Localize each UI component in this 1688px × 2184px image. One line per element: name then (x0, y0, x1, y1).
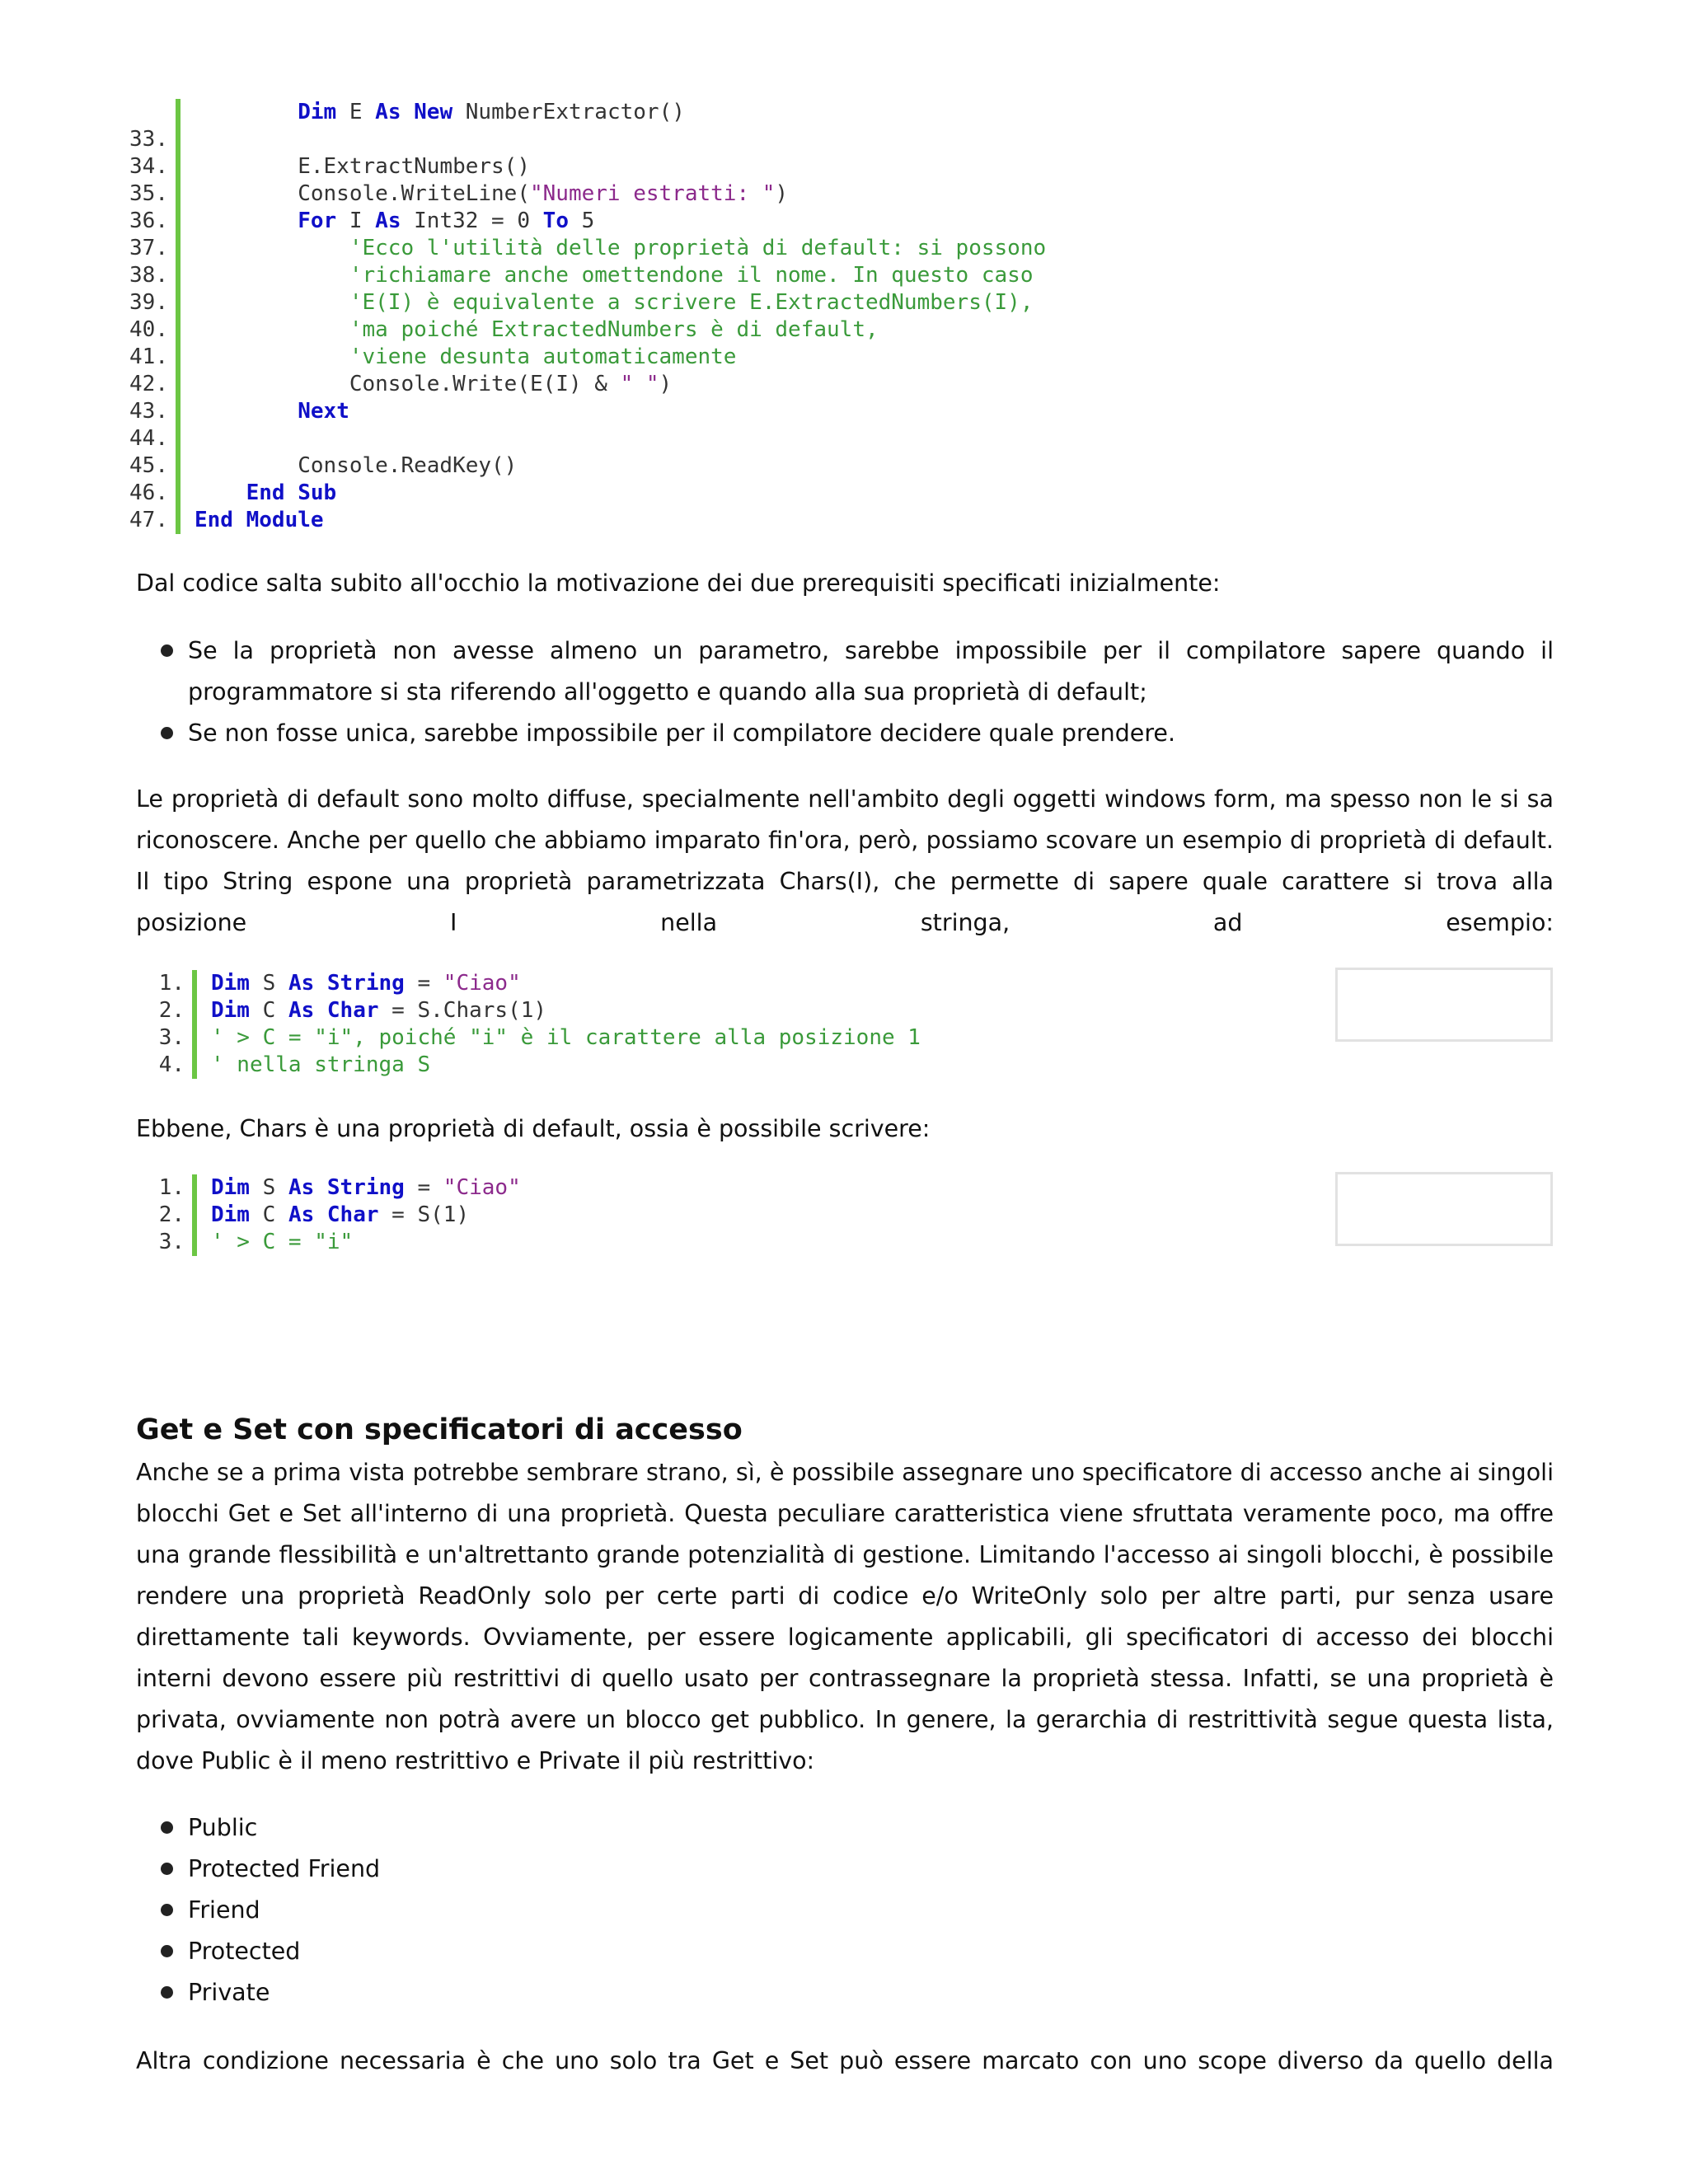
code-keyword: As (288, 1202, 315, 1227)
code-token: ) (659, 372, 673, 396)
code-token: S (249, 971, 288, 996)
code-text (211, 1052, 430, 1079)
paragraph-default-properties: Le proprietà di default sono molto diffuse, specialmente nell'ambito degli oggetti windows form, ma spesso non le si sa riconoscere. Anche per quello che abbiamo imparato fin'ora, però, possiamo scovare un esempio di proprietà di default. Il tipo String espone una proprietà parametrizzata Chars(I), che permette di sapere quale carattere si trova alla posizione I nella stringa, ad esempio: (136, 785, 1554, 936)
code-string: "Numeri estratti: " (530, 181, 776, 206)
code-keyword: Dim (298, 100, 337, 124)
code-token (195, 263, 349, 288)
code-text (195, 507, 324, 534)
bullet-icon (161, 1904, 173, 1916)
code-text (211, 1229, 353, 1256)
code-string: " " (620, 372, 659, 396)
code-text (195, 344, 736, 371)
code-comment: 'viene desunta automaticamente (349, 344, 737, 369)
line-gutter-bar (176, 344, 181, 371)
code-token: C (249, 1202, 288, 1227)
line-number: 46. (129, 480, 168, 505)
line-gutter-bar (176, 289, 181, 316)
code-comment: 'Ecco l'utilità delle proprietà di default: si possono (349, 236, 1047, 260)
line-gutter-bar (176, 425, 181, 452)
list-item: Protected (188, 1931, 1012, 1972)
code-token: I (336, 209, 376, 233)
code-token (195, 209, 298, 233)
list-item: Se la proprietà non avesse almeno un parametro, sarebbe impossibile per il compilatore sapere quando il programmatore si sta riferendo all'oggetto e quando alla sua proprietà di default; (188, 630, 1554, 713)
code-keyword: For (298, 209, 337, 233)
code-token: ) (775, 181, 789, 206)
code-text (195, 208, 594, 235)
code-token: Int32 = 0 (401, 209, 543, 233)
paragraph-intro: Dal codice salta subito all'occhio la motivazione dei due prerequisiti specificati inizialmente: (136, 569, 1221, 597)
line-gutter-bar (176, 153, 181, 180)
code-token: = (404, 1175, 443, 1200)
code-text (195, 262, 1033, 289)
code-token (195, 344, 349, 369)
list-item: Friend (188, 1890, 1012, 1931)
line-number: 39. (129, 290, 168, 315)
line-gutter-bar (192, 1052, 197, 1079)
code-keyword: Dim (211, 1202, 250, 1227)
code-token (195, 399, 298, 424)
line-number: 3. (158, 1230, 185, 1254)
line-gutter-bar (192, 1229, 197, 1256)
line-gutter-bar (176, 316, 181, 344)
code-text (211, 1202, 469, 1229)
prerequisites-list (188, 630, 1554, 754)
code-keyword: End Sub (246, 480, 337, 505)
code-comment: ' nella stringa S (211, 1052, 431, 1077)
code-token: 5 (568, 209, 595, 233)
line-gutter-bar (192, 1174, 197, 1202)
code-token (401, 100, 414, 124)
section-heading: Get e Set con specificatori di accesso (136, 1413, 743, 1446)
line-number: 43. (129, 399, 168, 424)
code-text (195, 316, 879, 344)
line-number: 35. (129, 181, 168, 206)
line-number: 42. (129, 372, 168, 396)
code-string: "Ciao" (443, 1175, 521, 1200)
bullet-icon (161, 1986, 173, 1999)
code-text (195, 289, 1033, 316)
code-token (195, 290, 349, 315)
list-item: Public (188, 1807, 1012, 1849)
code-keyword: Dim (211, 998, 250, 1023)
code-token: S (249, 1175, 288, 1200)
code-text (195, 452, 517, 480)
line-gutter-bar (176, 371, 181, 398)
line-number: 2. (158, 998, 185, 1023)
code-token (195, 236, 349, 260)
line-number: 4. (158, 1052, 185, 1077)
code-token (195, 317, 349, 342)
code-token: NumberExtractor() (452, 100, 685, 124)
line-number: 37. (129, 236, 168, 260)
code-text (211, 1174, 521, 1202)
code-toolbar-box (1335, 968, 1553, 1042)
code-toolbar-box (1335, 1172, 1553, 1246)
paragraph-get-set: Anche se a prima vista potrebbe sembrare strano, sì, è possibile assegnare uno specificatore di accesso anche ai singoli blocchi Get e Set all'interno di una proprietà. Questa peculiare caratteristica viene sfruttata veramente poco, ma offre una grande flessibilità e un'altrettanto grande potenzialità di gestione. Limitando l'accesso ai singoli blocchi, è possibile rendere una proprietà ReadOnly solo per certe parti di codice e/o WriteOnly solo per altre parti, pur senza usare direttamente tali keywords. Ovviamente, per essere logicamente applicabili, gli specificatori di accesso dei blocchi interni devono essere più restrittivi di quello usato per contrassegnare la proprietà stessa. Infatti, se una proprietà è privata, ovviamente non potrà avere un blocco get pubblico. In genere, la gerarchia di restrittività segue questa lista, dove Public è il meno restrittivo e Private il più restrittivo: (136, 1459, 1554, 1774)
line-gutter-bar (176, 126, 181, 153)
paragraph-ebbene: Ebbene, Chars è una proprietà di default, ossia è possibile scrivere: (136, 1115, 931, 1142)
code-comment: 'richiamare anche omettendone il nome. In questo caso (349, 263, 1034, 288)
code-token: Console.Write(E(I) & (195, 372, 621, 396)
code-keyword: Next (298, 399, 349, 424)
list-item: Protected Friend (188, 1849, 1012, 1890)
code-text (211, 997, 546, 1024)
code-keyword: Char (326, 1202, 379, 1227)
code-text (195, 153, 530, 180)
code-token: = S(1) (378, 1202, 470, 1227)
code-comment: 'ma poiché ExtractedNumbers è di default, (349, 317, 879, 342)
code-keyword: New (414, 100, 453, 124)
code-keyword: Dim (211, 971, 250, 996)
line-gutter-bar (192, 970, 197, 997)
line-gutter-bar (176, 507, 181, 534)
bullet-icon (161, 1945, 173, 1957)
code-keyword: As (375, 100, 401, 124)
code-text (211, 1024, 921, 1052)
code-token (195, 100, 298, 124)
line-number: 45. (129, 453, 168, 478)
line-number: 47. (129, 508, 168, 532)
line-number: 44. (129, 426, 168, 451)
code-text (195, 99, 685, 126)
line-number: 41. (129, 344, 168, 369)
code-token: = (404, 971, 443, 996)
line-gutter-bar (176, 452, 181, 480)
line-number: 2. (158, 1202, 185, 1227)
line-number: 40. (129, 317, 168, 342)
code-comment: ' > C = "i" (211, 1230, 354, 1254)
line-number: 1. (158, 1175, 185, 1200)
code-token (314, 998, 327, 1023)
line-gutter-bar (192, 1024, 197, 1052)
line-gutter-bar (176, 99, 181, 126)
code-keyword: String (326, 1175, 405, 1200)
code-keyword: As (375, 209, 401, 233)
code-text (195, 480, 336, 507)
line-number: 38. (129, 263, 168, 288)
code-token: E.ExtractNumbers() (195, 154, 530, 179)
code-comment: 'E(I) è equivalente a scrivere E.ExtractedNumbers(I), (349, 290, 1034, 315)
access-hierarchy-list (188, 1807, 1012, 2013)
code-text (195, 235, 1046, 262)
list-item: Private (188, 1972, 1012, 2013)
code-text (211, 970, 521, 997)
code-text (195, 180, 788, 208)
code-token (195, 480, 246, 505)
code-token: C (249, 998, 288, 1023)
code-text (195, 398, 349, 425)
paragraph-altra-condizione: Altra condizione necessaria è che uno solo tra Get e Set può essere marcato con uno scope diverso da quello della (136, 2047, 1554, 2074)
bullet-icon (161, 727, 173, 739)
line-gutter-bar (192, 997, 197, 1024)
code-keyword: Dim (211, 1175, 250, 1200)
code-keyword: Char (326, 998, 379, 1023)
code-keyword: As (288, 998, 315, 1023)
code-token: Console.ReadKey() (195, 453, 518, 478)
code-token (314, 1202, 327, 1227)
line-gutter-bar (176, 262, 181, 289)
code-token: = S.Chars(1) (378, 998, 547, 1023)
line-number: 1. (158, 971, 185, 996)
line-number: 36. (129, 209, 168, 233)
list-item: Se non fosse unica, sarebbe impossibile per il compilatore decidere quale prendere. (188, 713, 1554, 754)
line-gutter-bar (176, 398, 181, 425)
code-token: E (336, 100, 376, 124)
line-gutter-bar (192, 1202, 197, 1229)
code-token (314, 971, 327, 996)
code-text (195, 371, 672, 398)
line-gutter-bar (176, 208, 181, 235)
code-keyword: End Module (195, 508, 324, 532)
line-number: 3. (158, 1025, 185, 1050)
code-token: Console.WriteLine( (195, 181, 530, 206)
code-keyword: As (288, 971, 315, 996)
line-gutter-bar (176, 480, 181, 507)
line-number: 33. (129, 127, 168, 152)
code-keyword: String (326, 971, 405, 996)
code-token (314, 1175, 327, 1200)
line-gutter-bar (176, 235, 181, 262)
line-number: 34. (129, 154, 168, 179)
bullet-icon (161, 1821, 173, 1834)
code-keyword: As (288, 1175, 315, 1200)
line-gutter-bar (176, 180, 181, 208)
bullet-icon (161, 644, 173, 657)
code-comment: ' > C = "i", poiché "i" è il carattere alla posizione 1 (211, 1025, 921, 1050)
code-string: "Ciao" (443, 971, 521, 996)
bullet-icon (161, 1863, 173, 1875)
code-keyword: To (542, 209, 569, 233)
